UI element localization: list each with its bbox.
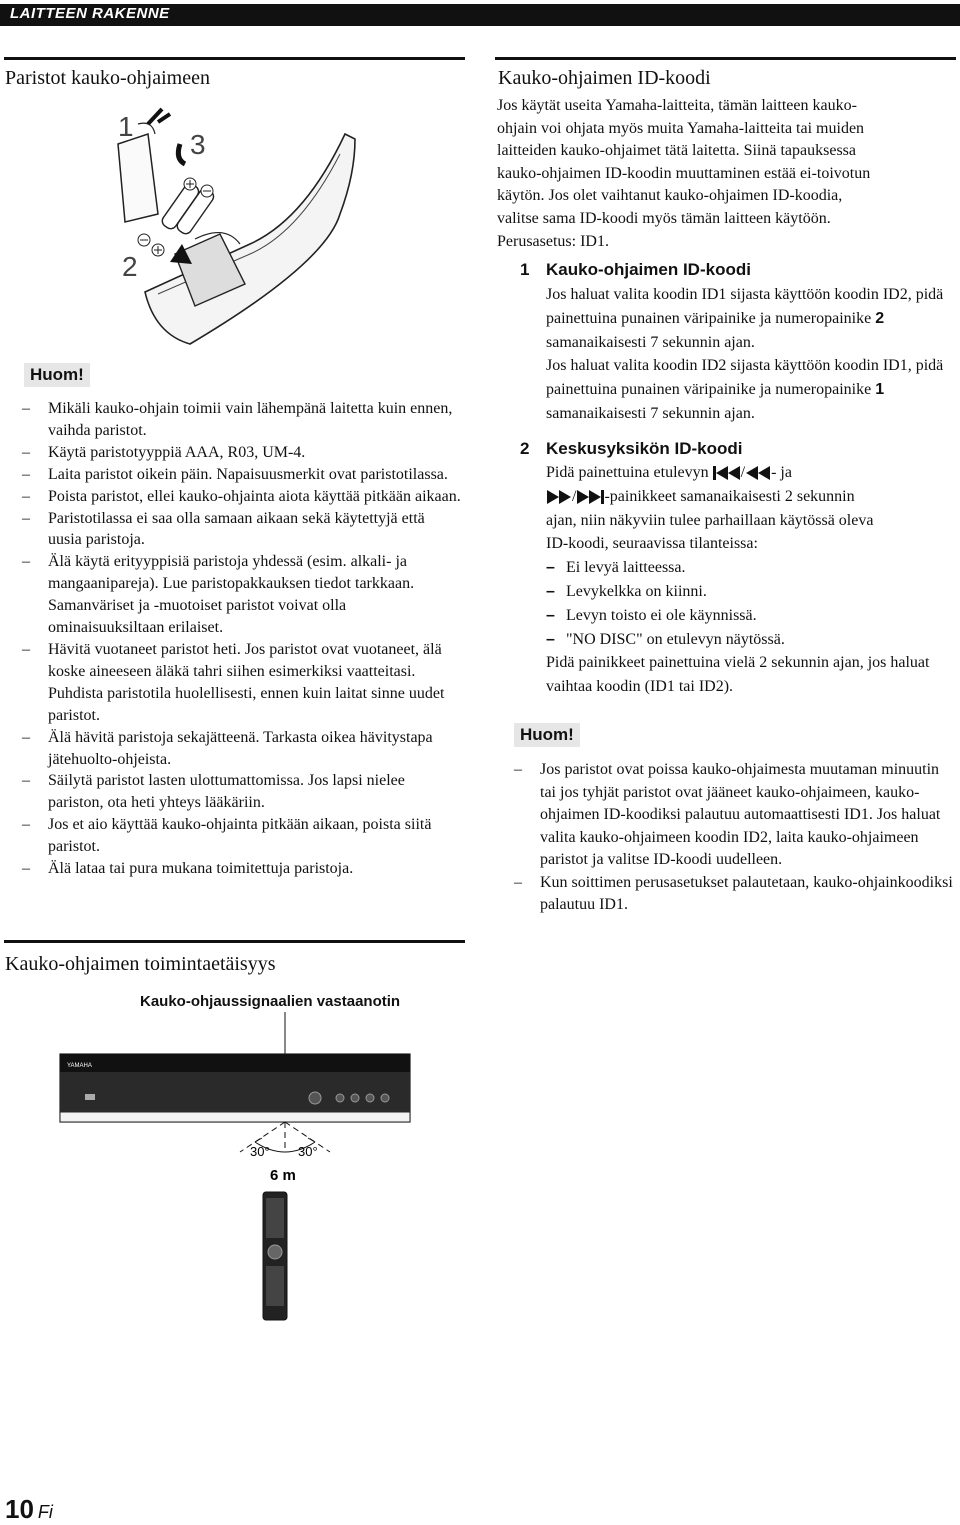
list-item: – Paristotilassa ei saa olla samaan aikaan sekä käytettyjä että uusia paristoja. — [22, 508, 462, 552]
key-1: 1 — [875, 381, 885, 399]
step-2-body — [546, 461, 956, 699]
fast-forward-icon — [546, 489, 572, 505]
list-item: – Poista paristot, ellei kauko-ohjainta aiota käyttää pitkään aikaan. — [22, 486, 462, 508]
angle-right-label: 30° — [298, 1144, 318, 1159]
step-2-number: 2 — [520, 439, 530, 458]
intro-line: laitteiden kauko-ohjaimet tätä laitetta. Siinä tapauksessa — [497, 142, 856, 160]
note-label: Huom! — [24, 363, 90, 387]
section-rule — [4, 940, 465, 943]
step-1-number: 1 — [520, 260, 530, 279]
step-1-para-a: Jos haluat valita koodin ID1 sijasta käyttöön koodin ID2, pidä painettuina punainen väripainike ja numeropainike 2 samanaikaisesti 7 sekunnin ajan. — [546, 286, 944, 351]
figure-step-2: 2 — [122, 251, 138, 282]
range-section-title: Kauko-ohjaimen toimintaetäisyys — [5, 953, 276, 975]
distance-label: 6 m — [270, 1167, 296, 1184]
step-2-line: / -painikkeet samanaikaisesti 2 sekunnin — [546, 485, 956, 509]
step-2-title: Keskusyksikön ID-koodi — [546, 439, 743, 458]
intro-line: käytön. Jos olet vaihtanut kauko-ohjaimen ID-koodia, — [497, 187, 843, 205]
battery-section-title: Paristot kauko-ohjaimeen — [5, 67, 210, 89]
step-1-heading — [520, 259, 751, 281]
intro-line: valitse sama ID-koodi myös tämän laitteen käytöön. — [497, 209, 831, 227]
list-item: – Jos paristot ovat poissa kauko-ohjaimesta muutaman minuutin tai jos tyhjät paristot ovat jääneet kauko-ohjaimeen, kauko-ohjaimen ID-koodiksi palautuu automaattisesti ID1. Jos haluat valita kauko-ohjaimeen koodin ID2, laita kauko-ohjaimeen paristot ja valitse ID-koodi uudelleen. — [514, 759, 957, 872]
receiver-caption: Kauko-ohjaussignaalien vastaanotin — [140, 993, 401, 1010]
list-item: – Levyn toisto ei ole käynnissä. — [546, 604, 956, 628]
player-brand-label: YAMAHA — [67, 1063, 92, 1069]
list-item: – Ei levyä laitteessa. — [546, 556, 956, 580]
step-1-body — [546, 283, 956, 426]
list-item: – Älä hävitä paristoja sekajätteenä. Tarkasta oikea hävitystapa jätehuolto-ohjeista. — [22, 727, 462, 771]
figure-step-3: 3 — [190, 129, 206, 160]
id-code-intro — [497, 95, 957, 253]
battery-insertion-illustration — [100, 94, 365, 354]
list-item: – "NO DISC" on etulevyn näytössä. — [546, 628, 956, 652]
battery-notes-list — [22, 398, 462, 880]
list-item: – Älä lataa tai pura mukana toimitettuja paristoja. — [22, 858, 462, 880]
step-2-line: Pidä painettuina etulevyn / - ja — [546, 464, 792, 481]
skip-back-icon — [713, 465, 741, 481]
intro-line: kauko-ohjaimen ID-koodin muuttaminen estää ei-toivotun — [497, 164, 871, 182]
list-item: – Mikäli kauko-ohjain toimii vain lähempänä laitetta kuin ennen, vaihda paristot. — [22, 398, 462, 442]
section-rule — [4, 57, 465, 60]
intro-line: ohjain voi ohjata myös muita Yamaha-laitteita tai muiden — [497, 119, 865, 137]
key-2: 2 — [875, 309, 885, 327]
note-label: Huom! — [514, 723, 580, 747]
list-item: – Säilytä paristot lasten ulottumattomissa. Jos lapsi nielee pariston, ota heti yhteys lääkäriin. — [22, 770, 462, 814]
conditions-list — [546, 556, 956, 651]
page-number: 10 — [5, 1494, 34, 1524]
section-rule — [495, 57, 956, 60]
list-item: – Laita paristot oikein päin. Napaisuusmerkit ovat paristotilassa. — [22, 464, 462, 486]
intro-line: Jos käytät useita Yamaha-laitteita, tämän laitteen kauko- — [497, 97, 857, 114]
figure-step-1: 1 — [118, 111, 134, 142]
section-header-title: LAITTEEN RAKENNE — [10, 5, 170, 22]
list-item: – Kun soittimen perusasetukset palautetaan, kauko-ohjainkoodiksi palautuu ID1. — [514, 872, 957, 917]
step-1-para-b: Jos haluat valita koodin ID2 sijasta käyttöön koodin ID1, pidä painettuina punainen väripainike ja numeropainike 1 samanaikaisesti 7 sekunnin ajan. — [546, 357, 944, 422]
step-2-para-2: Pidä painikkeet painettuina vielä 2 sekunnin ajan, jos haluat vaihtaa koodin (ID1 tai ID2). — [546, 654, 930, 696]
step-2-heading — [520, 438, 743, 460]
step-1-title: Kauko-ohjaimen ID-koodi — [546, 260, 751, 279]
list-item: – Käytä paristotyyppiä AAA, R03, UM-4. — [22, 442, 462, 464]
list-item: – Älä käytä erityyppisiä paristoja yhdessä (esim. alkali- ja mangaanipareja). Lue paristopakkauksen tiedot tarkkaan. Samanväriset ja -muotoiset paristot voivat olla ominaisuuksiltaan erilaiset. — [22, 551, 462, 639]
step-2-line: ajan, niin näkyviin tulee parhaillaan käytössä oleva — [546, 511, 874, 529]
list-item: – Jos et aio käyttää kauko-ohjainta pitkään aikaan, poista siitä paristot. — [22, 814, 462, 858]
skip-forward-icon — [576, 489, 604, 505]
intro-line: Perusasetus: ID1. — [497, 232, 609, 250]
page-footer — [5, 1494, 53, 1525]
list-item: – Levykelkka on kiinni. — [546, 580, 956, 604]
id-code-section-title: Kauko-ohjaimen ID-koodi — [498, 67, 711, 89]
step-2-line: ID-koodi, seuraavissa tilanteissa: — [546, 535, 758, 553]
list-item: – Hävitä vuotaneet paristot heti. Jos paristot ovat vuotaneet, älä koske aineeseen äläkä tahri siihen esimerkiksi vaatteitasi. Puhdista paristotila huolellisesti, ennen kuin laitat sinne uudet paristot. — [22, 639, 462, 727]
remote-range-illustration — [55, 1012, 415, 1327]
id-code-notes-list — [514, 759, 957, 917]
angle-left-label: 30° — [250, 1144, 270, 1159]
rewind-icon — [745, 465, 771, 481]
page-language: Fi — [37, 1502, 53, 1522]
